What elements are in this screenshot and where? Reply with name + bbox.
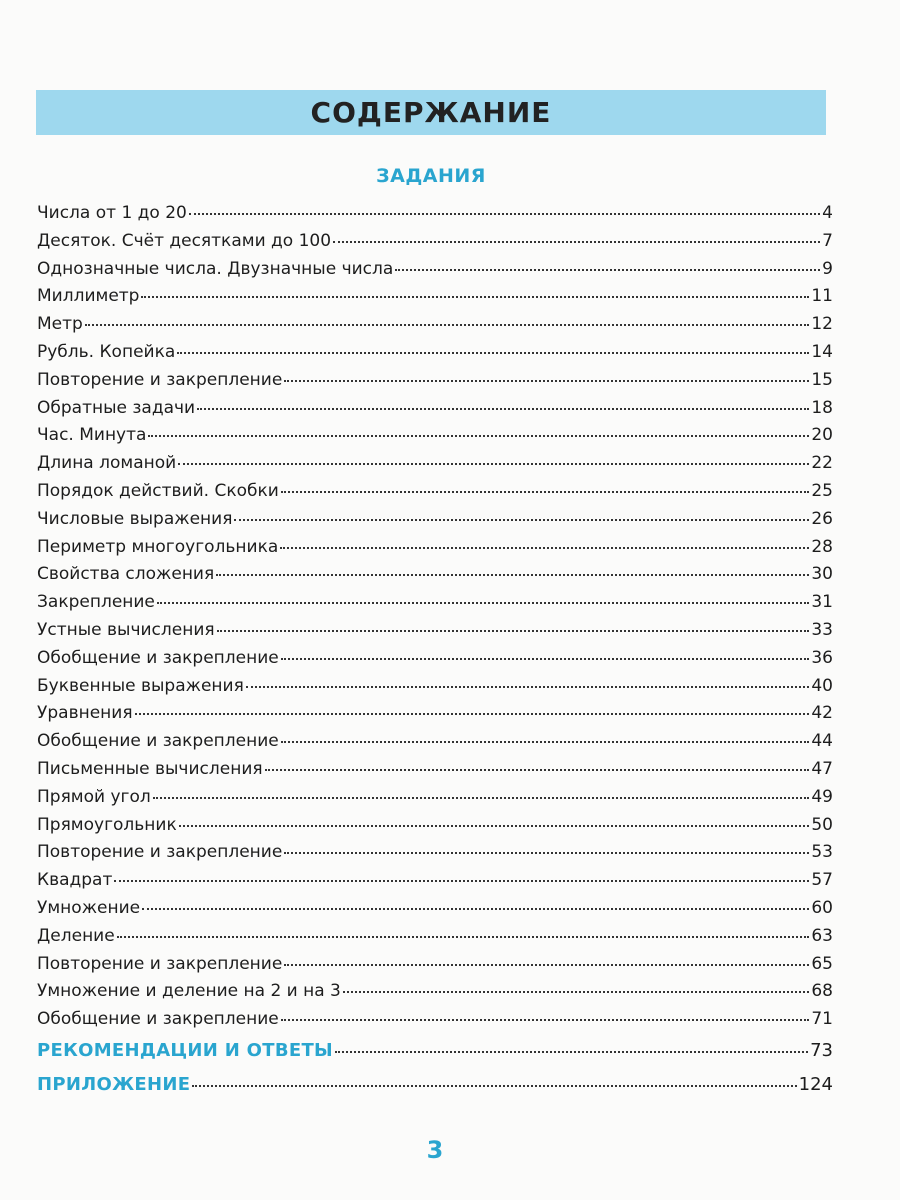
toc-entry-title: Повторение и закрепление bbox=[37, 953, 283, 974]
toc-entry bbox=[37, 339, 833, 367]
dot-leader bbox=[177, 352, 809, 354]
toc-entry-title: ПРИЛОЖЕНИЕ bbox=[37, 1073, 191, 1095]
toc-entry-title: Деление bbox=[37, 925, 115, 946]
toc-entry-title: Обобщение и закрепление bbox=[37, 731, 279, 752]
toc-entry-title: Свойства сложения bbox=[37, 564, 215, 585]
toc-entry bbox=[37, 784, 833, 812]
dot-leader bbox=[216, 574, 809, 576]
toc-entry bbox=[37, 367, 833, 395]
toc-entry-title: Квадрат bbox=[37, 870, 113, 891]
toc-entry-title: Рубль. Копейка bbox=[37, 341, 176, 362]
toc-entry-title: Повторение и закрепление bbox=[37, 369, 283, 390]
toc-entry bbox=[37, 228, 833, 256]
toc-entry-title: Однозначные числа. Двузначные числа bbox=[37, 258, 394, 279]
toc-entry-title: Буквенные выражения bbox=[37, 675, 244, 696]
toc-entry-title: Повторение и закрепление bbox=[37, 842, 283, 863]
dot-leader bbox=[234, 519, 809, 521]
toc-entry bbox=[37, 422, 833, 450]
toc-entry-page: 12 bbox=[811, 314, 833, 335]
toc-entry-title: Умножение и деление на 2 и на 3 bbox=[37, 981, 341, 1002]
toc-entry bbox=[37, 200, 833, 228]
toc-section-entry bbox=[37, 1034, 833, 1068]
toc-entry-page: 11 bbox=[811, 286, 833, 307]
toc-entry-page: 71 bbox=[811, 1009, 833, 1030]
toc-entry-page: 30 bbox=[811, 564, 833, 585]
toc-entry-page: 7 bbox=[822, 230, 833, 251]
toc-entry bbox=[37, 589, 833, 617]
dot-leader bbox=[135, 713, 810, 715]
toc-entry-title: Метр bbox=[37, 314, 83, 335]
toc-entry-page: 36 bbox=[811, 647, 833, 668]
toc-entry-page: 28 bbox=[811, 536, 833, 557]
toc-entry-title: Устные вычисления bbox=[37, 619, 215, 640]
section-title: ЗАДАНИЯ bbox=[376, 165, 486, 187]
toc-entry-page: 57 bbox=[811, 870, 833, 891]
toc-entry-title: РЕКОМЕНДАЦИИ И ОТВЕТЫ bbox=[37, 1039, 333, 1061]
toc-entry-title: Десяток. Счёт десятками до 100 bbox=[37, 230, 332, 251]
toc-entry-page: 40 bbox=[811, 675, 833, 696]
toc-entry-page: 50 bbox=[811, 814, 833, 835]
toc-entry-title: Письменные вычисления bbox=[37, 758, 263, 779]
dot-leader bbox=[217, 630, 810, 632]
toc-entry-page: 31 bbox=[811, 592, 833, 613]
toc-entry-page: 25 bbox=[811, 480, 833, 501]
toc-entry-title: Длина ломаной bbox=[37, 453, 177, 474]
toc-entry bbox=[37, 506, 833, 534]
dot-leader bbox=[197, 408, 809, 410]
dot-leader bbox=[335, 1051, 808, 1053]
toc-entry bbox=[37, 395, 833, 423]
toc-entry-page: 22 bbox=[811, 453, 833, 474]
table-of-contents bbox=[37, 200, 833, 1102]
dot-leader bbox=[85, 324, 810, 326]
page-number: 3 bbox=[426, 1136, 444, 1164]
dot-leader bbox=[343, 991, 809, 993]
toc-entry bbox=[37, 700, 833, 728]
dot-leader bbox=[114, 880, 809, 882]
toc-entry-page: 15 bbox=[811, 369, 833, 390]
dot-leader bbox=[189, 213, 820, 215]
toc-entry-page: 47 bbox=[811, 758, 833, 779]
dot-leader bbox=[333, 241, 820, 243]
toc-entry bbox=[37, 478, 833, 506]
dot-leader bbox=[281, 741, 810, 743]
toc-entry bbox=[37, 867, 833, 895]
toc-entry bbox=[37, 923, 833, 951]
toc-entry-title: Миллиметр bbox=[37, 286, 140, 307]
dot-leader bbox=[281, 1019, 810, 1021]
toc-entry-title: Числовые выражения bbox=[37, 508, 233, 529]
dot-leader bbox=[179, 825, 810, 827]
toc-entry-title: Периметр многоугольника bbox=[37, 536, 279, 557]
toc-entry-page: 33 bbox=[811, 619, 833, 640]
toc-entry-title: Уравнения bbox=[37, 703, 133, 724]
toc-entry-title: Обратные задачи bbox=[37, 397, 196, 418]
toc-entry bbox=[37, 1006, 833, 1034]
toc-entry-title: Прямоугольник bbox=[37, 814, 177, 835]
toc-entry-page: 53 bbox=[811, 842, 833, 863]
toc-entry-title: Обобщение и закрепление bbox=[37, 647, 279, 668]
dot-leader bbox=[284, 964, 809, 966]
dot-leader bbox=[141, 296, 809, 298]
dot-leader bbox=[148, 435, 809, 437]
toc-entry-page: 124 bbox=[798, 1073, 833, 1095]
dot-leader bbox=[178, 463, 809, 465]
toc-entry bbox=[37, 951, 833, 979]
toc-entry-page: 20 bbox=[811, 425, 833, 446]
toc-entry-page: 44 bbox=[811, 731, 833, 752]
page-title: СОДЕРЖАНИЕ bbox=[310, 96, 552, 129]
dot-leader bbox=[142, 908, 809, 910]
toc-entry bbox=[37, 895, 833, 923]
toc-entry-title: Прямой угол bbox=[37, 786, 151, 807]
toc-entry bbox=[37, 839, 833, 867]
toc-entry-page: 4 bbox=[822, 203, 833, 223]
toc-entry-page: 60 bbox=[811, 897, 833, 918]
toc-entry bbox=[37, 728, 833, 756]
dot-leader bbox=[395, 269, 820, 271]
toc-entry-title: Обобщение и закрепление bbox=[37, 1009, 279, 1030]
toc-entry bbox=[37, 534, 833, 562]
toc-entry-page: 26 bbox=[811, 508, 833, 529]
toc-entry bbox=[37, 645, 833, 673]
toc-entry bbox=[37, 617, 833, 645]
toc-section-entry bbox=[37, 1068, 833, 1102]
toc-entry bbox=[37, 673, 833, 701]
toc-entry-page: 14 bbox=[811, 341, 833, 362]
toc-entry bbox=[37, 561, 833, 589]
dot-leader bbox=[153, 797, 810, 799]
toc-entry bbox=[37, 756, 833, 784]
toc-entry-page: 63 bbox=[811, 925, 833, 946]
toc-entry-page: 42 bbox=[811, 703, 833, 724]
dot-leader bbox=[281, 491, 810, 493]
dot-leader bbox=[284, 852, 809, 854]
toc-entry-page: 65 bbox=[811, 953, 833, 974]
toc-entry-page: 68 bbox=[811, 981, 833, 1002]
toc-entry-title: Закрепление bbox=[37, 592, 155, 613]
dot-leader bbox=[280, 547, 809, 549]
toc-entry-title: Умножение bbox=[37, 897, 141, 918]
toc-entry bbox=[37, 450, 833, 478]
dot-leader bbox=[246, 686, 810, 688]
toc-entry-title: Числа от 1 до 20 bbox=[37, 203, 187, 223]
dot-leader bbox=[284, 380, 809, 382]
toc-entry bbox=[37, 256, 833, 284]
toc-entry bbox=[37, 812, 833, 840]
toc-entry bbox=[37, 978, 833, 1006]
dot-leader bbox=[265, 769, 810, 771]
toc-entry bbox=[37, 311, 833, 339]
toc-entry-page: 49 bbox=[811, 786, 833, 807]
toc-entry-page: 9 bbox=[822, 258, 833, 279]
dot-leader bbox=[117, 936, 810, 938]
toc-entry-page: 73 bbox=[810, 1039, 833, 1061]
toc-entry bbox=[37, 283, 833, 311]
toc-entry-title: Час. Минута bbox=[37, 425, 147, 446]
dot-leader bbox=[192, 1085, 796, 1087]
toc-entry-title: Порядок действий. Скобки bbox=[37, 480, 279, 501]
dot-leader bbox=[157, 602, 809, 604]
toc-entry-page: 18 bbox=[811, 397, 833, 418]
dot-leader bbox=[281, 658, 810, 660]
